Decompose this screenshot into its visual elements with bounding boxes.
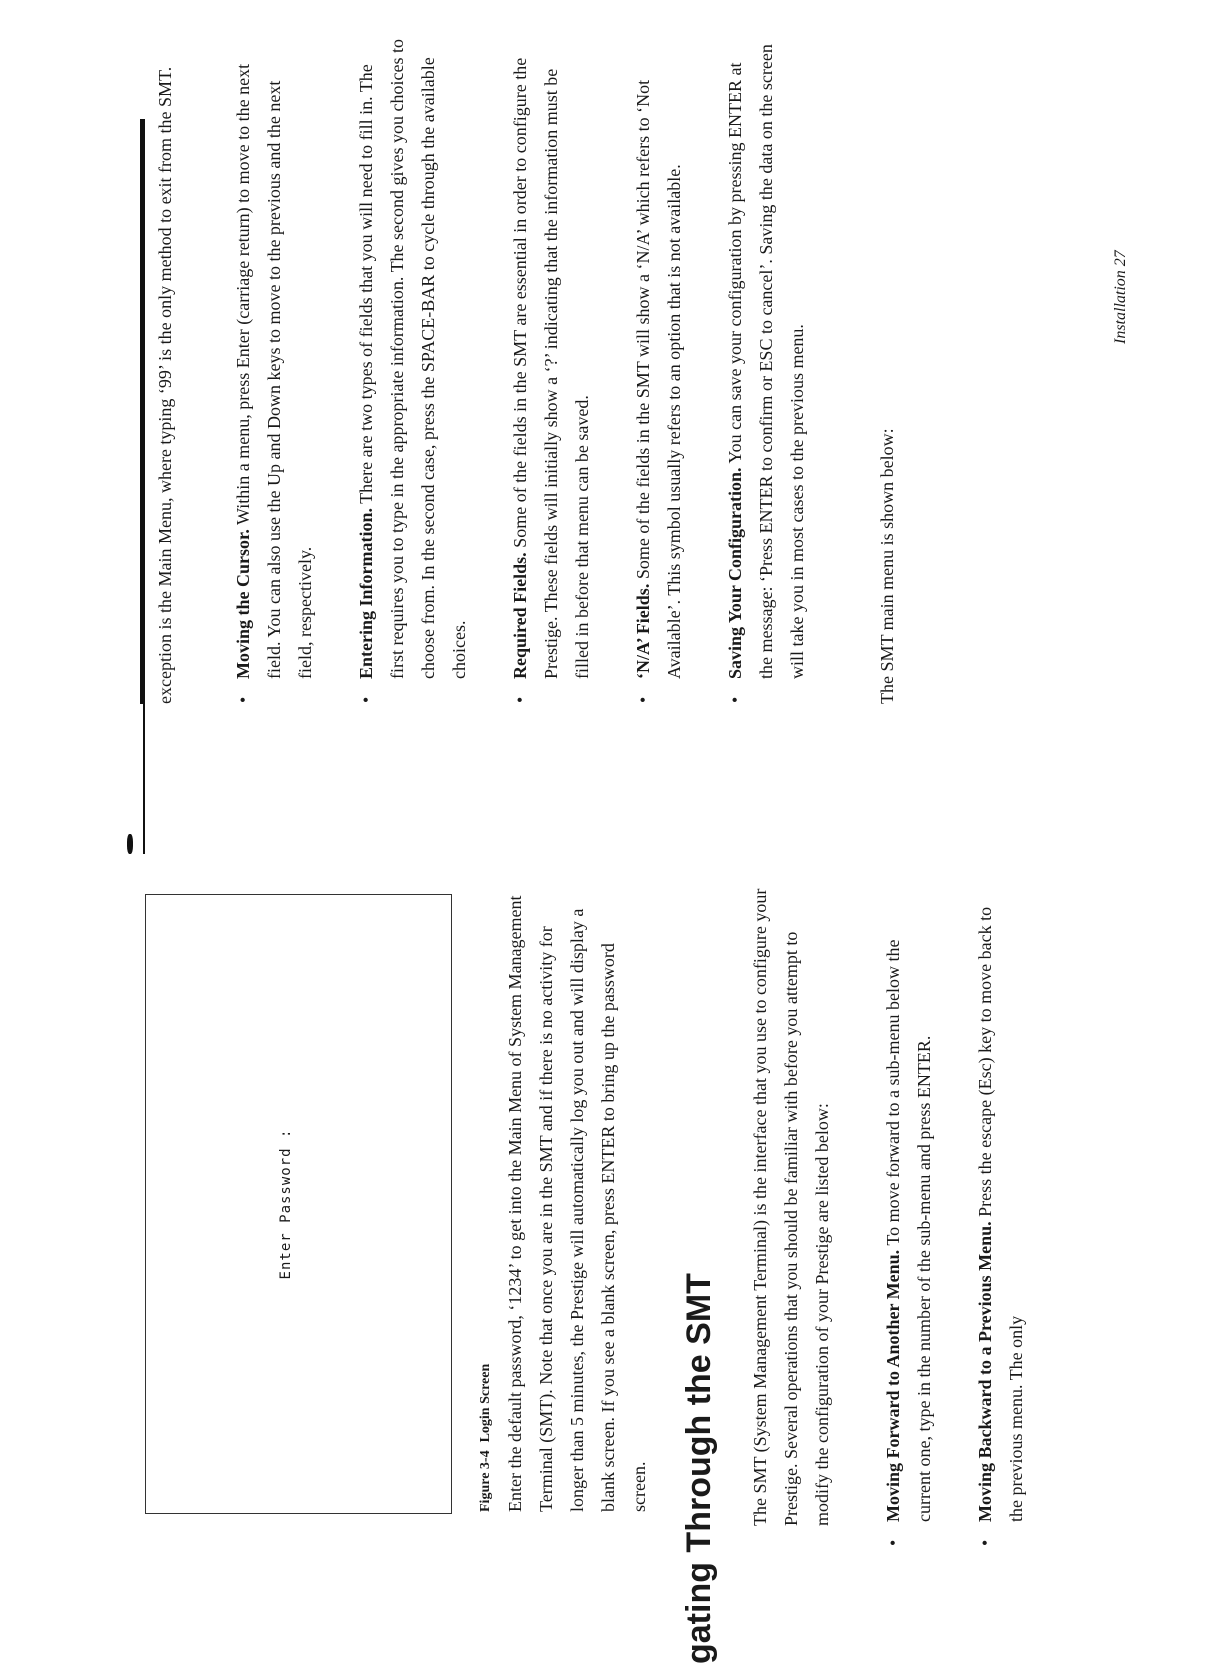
bullet-title: Required Fields.: [510, 552, 530, 679]
list-item: [720, 39, 813, 703]
bullet-title: Moving Forward to Another Menu.: [883, 1249, 903, 1522]
bullet-text: Within a menu, press Enter (carriage return) to move to the next field. You can also use the Up and Down keys to move to the previous and the next field, respectively.: [233, 63, 315, 679]
list-item: [228, 39, 321, 703]
figure-caption: [478, 1364, 494, 1512]
bullet-icon: •: [510, 696, 530, 703]
bullet-icon: •: [233, 696, 253, 703]
bullet-text: There are two types of fields that you will need to fill in. The first requires you to type in the appropriate information. The second gives you choices to choose from. In the second case, press the SPACE-BAR to cycle through the available choices.: [356, 38, 469, 679]
figure-caption-title: Login Screen: [478, 1363, 493, 1443]
bullet-title: ‘N/A’ Fields.: [633, 583, 653, 679]
left-bullet-list: [878, 902, 1062, 1546]
bullet-icon: •: [356, 696, 376, 703]
bullet-icon: •: [725, 696, 745, 703]
bullet-icon: •: [975, 1539, 995, 1546]
list-item: [878, 902, 940, 1546]
bullet-title: Saving Your Configuration.: [725, 467, 745, 679]
list-item: [628, 39, 690, 703]
divider-line-thin: [143, 704, 145, 854]
bullet-text: To move forward to a sub-menu below the current one, type in the number of the sub-menu and press ENTER.: [883, 939, 934, 1522]
list-item: [505, 39, 598, 703]
right-bullet-list: [228, 38, 843, 703]
divider-line: [140, 119, 145, 704]
login-intro-paragraph: Enter the default password, ‘1234’ to get into the Main Menu of System Management Terminal (SMT). Note that once you are in the SMT and if there is no activity for longer than 5 minutes, the Prestige will automatically log you out and will display a blank screen. If you see a blank screen, press ENTER to bring up the password screen.: [505, 895, 649, 1512]
bullet-text: You can save your configuration by pressing ENTER at the message: ‘Press ENTER to confirm or ESC to cancel’. Saving the data on the screen will take you in most cases to the previous menu.: [725, 44, 807, 679]
continuation-paragraph: exception is the Main Menu, where typing ‘99’ is the only method to exit from the SMT.: [155, 66, 175, 704]
bullet-text: Some of the fields in the SMT are essential in order to configure the Prestige. These fields will initially show a ‘?’ indicating that the information must be filled in before that menu can be saved.: [510, 57, 592, 679]
bullet-text: Some of the fields in the SMT will show a ‘N/A’ which refers to ‘Not Available’. This symbol usually refers to an option that is not available.: [633, 79, 684, 679]
bullet-text: Press the escape (Esc) key to move back to the previous menu. The only: [975, 906, 1026, 1522]
bullet-title: Entering Information.: [356, 508, 376, 679]
figure-caption-number: Figure 3-4: [478, 1450, 493, 1512]
list-item: [970, 902, 1032, 1546]
footer-page-number: 27: [1112, 250, 1129, 267]
bullet-icon: •: [633, 696, 653, 703]
password-prompt: Enter Password :: [278, 1128, 294, 1280]
bullet-title: Moving the Cursor.: [233, 529, 253, 679]
divider-notch: [127, 834, 133, 854]
smt-main-menu-paragraph: The SMT main menu is shown below:: [877, 428, 897, 704]
page-footer: [1112, 250, 1130, 344]
smt-intro-paragraph: The SMT (System Management Terminal) is the interface that you use to configure your Prestige. Several operations that you should be familiar with before you attempt to modify the configuration of your Prestige are listed below:: [750, 888, 832, 1526]
list-item: [351, 38, 475, 703]
bullet-icon: •: [883, 1539, 903, 1546]
section-heading: gating Through the SMT: [680, 1273, 718, 1664]
footer-section: Installation: [1112, 270, 1129, 344]
bullet-title: Moving Backward to a Previous Menu.: [975, 1221, 995, 1522]
figure-3-4-box: [145, 894, 452, 1514]
